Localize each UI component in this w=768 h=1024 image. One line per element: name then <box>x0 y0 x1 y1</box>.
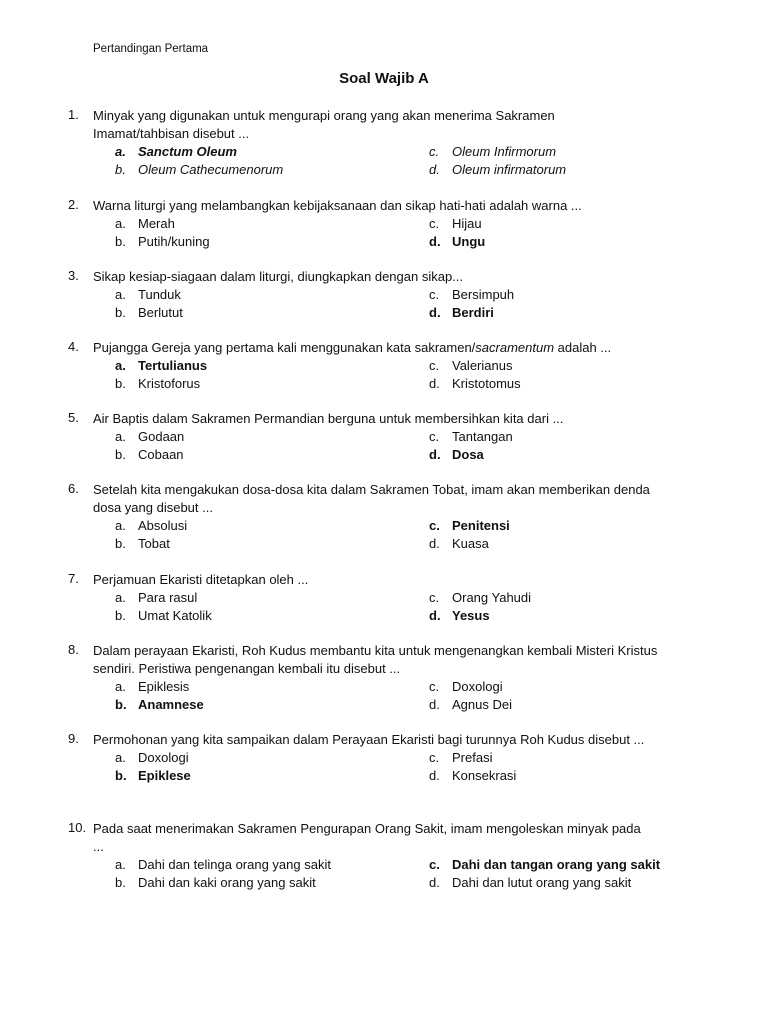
option-c: c. Valerianus <box>429 358 513 373</box>
options <box>68 856 678 892</box>
question-8 <box>68 642 678 714</box>
option-b: b. Dahi dan kaki orang yang sakit <box>115 875 316 890</box>
options <box>68 215 678 251</box>
options <box>68 143 678 179</box>
option-a: a. Epiklesis <box>115 679 190 694</box>
question-text: Air Baptis dalam Sakramen Permandian berguna untuk membersihkan kita dari ... <box>93 411 564 426</box>
option-a: a. Tunduk <box>115 287 181 302</box>
question-number: 10. <box>68 820 87 835</box>
option-b: b. Umat Katolik <box>115 608 212 623</box>
option-c: c. Hijau <box>429 216 482 231</box>
question-text: Pujangga Gereja yang pertama kali menggunakan kata sakramen/sacramentum adalah ... <box>93 340 612 355</box>
option-b: b. Oleum Cathecumenorum <box>115 162 284 177</box>
option-a: a. Godaan <box>115 429 185 444</box>
option-c: c. Penitensi <box>429 518 510 533</box>
question-3 <box>68 268 678 322</box>
options <box>68 678 678 714</box>
question-number: 4. <box>68 339 79 354</box>
question-text: Minyak yang digunakan untuk mengurapi orang yang akan menerima Sakramen Imamat/tahbisan disebut ... <box>93 108 555 141</box>
option-b: b. Anamnese <box>115 697 204 712</box>
question-number: 9. <box>68 731 79 746</box>
question-5 <box>68 410 678 464</box>
option-c: c. Oleum Infirmorum <box>429 144 557 159</box>
option-a: a. Dahi dan telinga orang yang sakit <box>115 857 331 872</box>
option-b: b. Cobaan <box>115 447 184 462</box>
options <box>68 286 678 322</box>
option-d: d. Dosa <box>429 447 484 462</box>
question-text: Sikap kesiap-siagaan dalam liturgi, diungkapkan dengan sikap... <box>93 269 464 284</box>
option-c: c. Tantangan <box>429 429 513 444</box>
option-a: a. Doxologi <box>115 750 189 765</box>
option-b: b. Putih/kuning <box>115 234 210 249</box>
option-b: b. Berlutut <box>115 305 183 320</box>
option-d: d. Ungu <box>429 234 486 249</box>
question-number: 8. <box>68 642 79 657</box>
question-text: Permohonan yang kita sampaikan dalam Perayaan Ekaristi bagi turunnya Roh Kudus disebut ... <box>93 732 645 747</box>
option-c: c. Doxologi <box>429 679 503 694</box>
competition-header: Pertandingan Pertama <box>93 43 209 55</box>
question-6 <box>68 481 678 553</box>
option-a: a. Para rasul <box>115 590 198 605</box>
option-c: c. Bersimpuh <box>429 287 515 302</box>
option-d: d. Kuasa <box>429 536 489 551</box>
question-10 <box>68 820 678 892</box>
question-7 <box>68 571 678 625</box>
option-a: a. Sanctum Oleum <box>115 144 237 159</box>
question-2 <box>68 197 678 251</box>
options <box>68 357 678 393</box>
question-1 <box>68 107 678 179</box>
option-d: d. Dahi dan lutut orang yang sakit <box>429 875 632 890</box>
option-a: a. Merah <box>115 216 175 231</box>
question-text: Setelah kita mengakukan dosa-dosa kita dalam Sakramen Tobat, imam akan memberikan denda dosa yang disebut ... <box>93 482 650 515</box>
question-text: Dalam perayaan Ekaristi, Roh Kudus membantu kita untuk mengenangkan kembali Misteri Kristus sendiri. Peristiwa pengenangan kembali itu disebut ... <box>93 643 658 676</box>
question-number: 2. <box>68 197 79 212</box>
question-text: Perjamuan Ekaristi ditetapkan oleh ... <box>93 572 309 587</box>
question-number: 7. <box>68 571 79 586</box>
option-b: b. Tobat <box>115 536 170 551</box>
options <box>68 517 678 553</box>
option-d: d. Konsekrasi <box>429 768 517 783</box>
options <box>68 749 678 785</box>
question-number: 1. <box>68 107 79 122</box>
question-9 <box>68 731 678 785</box>
option-c: c. Orang Yahudi <box>429 590 532 605</box>
question-number: 6. <box>68 481 79 496</box>
option-c: c. Prefasi <box>429 750 493 765</box>
option-d: d. Yesus <box>429 608 490 623</box>
option-d: d. Berdiri <box>429 305 494 320</box>
options <box>68 428 678 464</box>
options <box>68 589 678 625</box>
option-d: d. Agnus Dei <box>429 697 512 712</box>
option-c: c. Dahi dan tangan orang yang sakit <box>429 857 661 872</box>
page-title: Soal Wajib A <box>339 70 429 87</box>
question-text: Pada saat menerimakan Sakramen Pengurapan Orang Sakit, imam mengoleskan minyak pada ... <box>93 821 641 854</box>
question-text: Warna liturgi yang melambangkan kebijaksanaan dan sikap hati-hati adalah warna ... <box>93 198 582 213</box>
option-a: a. Absolusi <box>115 518 188 533</box>
option-d: d. Oleum infirmatorum <box>429 162 567 177</box>
question-4 <box>68 339 678 393</box>
option-b: b. Kristoforus <box>115 376 201 391</box>
option-d: d. Kristotomus <box>429 376 521 391</box>
question-number: 3. <box>68 268 79 283</box>
option-b: b. Epiklese <box>115 768 191 783</box>
option-a: a. Tertulianus <box>115 358 208 373</box>
question-number: 5. <box>68 410 79 425</box>
